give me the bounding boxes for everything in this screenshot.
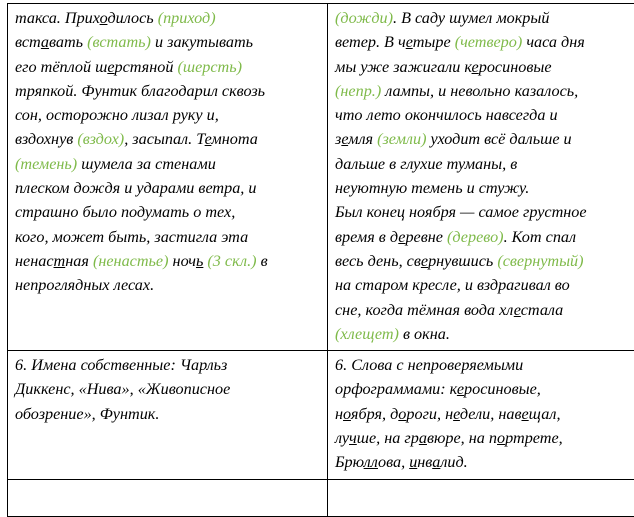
text-segment: лампы, и невольно казалось, <box>381 82 578 100</box>
text-segment: ная <box>65 252 93 270</box>
text-segment: мы уже зажигали к <box>335 58 472 76</box>
text-line <box>15 6 320 30</box>
text-segment: непроглядных лесах. <box>15 276 154 294</box>
text-line <box>335 249 634 273</box>
text-line <box>335 30 634 54</box>
text-line <box>335 176 634 200</box>
text-line <box>15 353 320 377</box>
row1-right-cell <box>328 4 634 351</box>
text-segment: . Кот спал <box>504 228 577 246</box>
text-line <box>335 298 634 322</box>
text-segment: время в д <box>335 228 398 246</box>
check-word-annotation: (земли) <box>377 130 426 148</box>
text-segment: сне, когда тёмная вода хл <box>335 301 514 319</box>
text-segment: . В саду шумел мокрый <box>393 9 549 27</box>
text-segment: тыре <box>413 33 455 51</box>
check-word-annotation: (темень) <box>15 155 77 173</box>
text-segment: нв <box>417 453 432 471</box>
text-segment: часа дня <box>522 33 585 51</box>
text-line <box>335 377 634 401</box>
text-line <box>335 127 634 151</box>
text-line <box>335 79 634 103</box>
highlighted-letter: а <box>41 33 49 51</box>
text-segment: его тёплой ш <box>15 58 107 76</box>
text-segment: мля <box>348 130 377 148</box>
highlighted-letter: е <box>398 228 405 246</box>
text-segment: в <box>257 252 268 270</box>
highlighted-letter: а <box>432 453 440 471</box>
text-segment: Был конец ноября — самое грустное <box>335 203 587 221</box>
text-segment: рстяной <box>115 58 178 76</box>
text-line <box>335 426 634 450</box>
text-line <box>335 402 634 426</box>
text-line <box>15 176 320 200</box>
text-segment: ненас <box>15 252 54 270</box>
text-line <box>335 6 634 30</box>
highlighted-letter: ч <box>349 429 357 447</box>
text-segment: весь день, св <box>335 252 421 270</box>
text-segment: в окна. <box>399 325 450 343</box>
text-segment: щал, <box>529 405 561 423</box>
text-segment: что лето окончилось навсегда и <box>335 106 558 124</box>
text-segment: дилось <box>107 9 157 27</box>
text-segment: , засыпал. Т <box>124 130 204 148</box>
check-word-annotation: (свернутый) <box>497 252 583 270</box>
text-line <box>335 353 634 377</box>
text-segment: сон, осторожно лизал руку и, <box>15 106 219 124</box>
text-line <box>335 103 634 127</box>
text-segment: обозрение», Фунтик. <box>15 405 159 423</box>
highlighted-letter: е <box>406 33 413 51</box>
text-segment: з <box>335 130 341 148</box>
text-segment: страшно было подумать о тех, <box>15 203 235 221</box>
text-line <box>15 103 320 127</box>
check-word-annotation: (непр.) <box>335 82 381 100</box>
text-segment: Диккенс, «Нива», «Живописное <box>15 380 230 398</box>
text-line <box>15 200 320 224</box>
check-word-annotation: (встать) <box>87 33 151 51</box>
text-segment: плеском дождя и ударами ветра, и <box>15 179 257 197</box>
check-word-annotation: (шерсть) <box>177 58 242 76</box>
highlighted-letter: е <box>514 301 521 319</box>
highlighted-letter: е <box>457 380 464 398</box>
check-word-annotation: (дожди) <box>335 9 393 27</box>
text-line <box>15 55 320 79</box>
row3-left-cell <box>8 479 328 516</box>
text-line <box>15 249 320 273</box>
row2-right-cell <box>328 351 634 479</box>
highlighted-letter: о <box>398 405 406 423</box>
text-segment: ветер. В ч <box>335 33 406 51</box>
text-segment: н <box>335 405 343 423</box>
text-line <box>335 225 634 249</box>
highlighted-letter: и <box>409 453 417 471</box>
text-segment: орфограммами: к <box>335 380 457 398</box>
table-row <box>8 479 634 516</box>
highlighted-letter: е <box>472 58 479 76</box>
row1-left-cell <box>8 4 328 351</box>
text-segment: тряпкой. Фунтик благодарил сквозь <box>15 82 265 100</box>
highlighted-letter: а <box>419 429 427 447</box>
check-word-annotation: (дерево) <box>447 228 504 246</box>
highlighted-letter: е <box>341 130 348 148</box>
text-line <box>15 152 320 176</box>
check-word-annotation: (3 скл.) <box>207 252 256 270</box>
text-segment: ревне <box>405 228 447 246</box>
text-line <box>335 450 634 474</box>
text-segment: стала <box>521 301 564 319</box>
highlighted-letter: е <box>205 130 212 148</box>
text-line <box>15 273 320 297</box>
text-segment: дели, нав <box>460 405 522 423</box>
check-word-annotation: (ненастье) <box>93 252 169 270</box>
check-word-annotation: (хлещет) <box>335 325 399 343</box>
highlighted-letter: о <box>497 429 505 447</box>
text-line <box>15 225 320 249</box>
text-segment: мнота <box>211 130 257 148</box>
text-segment: на старом кресле, и вздрагивал во <box>335 276 570 294</box>
highlighted-letter: е <box>421 252 428 270</box>
text-segment: Брю <box>335 453 364 471</box>
text-segment: дальше в глухие туманы, в <box>335 155 517 173</box>
text-segment: ртрете, <box>505 429 563 447</box>
check-word-annotation: (вздох) <box>77 130 124 148</box>
highlighted-letter: т <box>54 252 66 270</box>
text-line <box>15 127 320 151</box>
text-line <box>335 152 634 176</box>
text-segment: лу <box>335 429 349 447</box>
text-segment: уходит всё дальше и <box>426 130 571 148</box>
highlighted-letter: е <box>521 405 528 423</box>
text-line <box>15 377 320 401</box>
text-segment: кого, может быть, застигла эта <box>15 228 248 246</box>
text-segment: ова, <box>378 453 409 471</box>
text-segment: шумела за стенами <box>77 155 216 173</box>
highlighted-letter: ь <box>196 252 203 270</box>
text-segment: вать <box>49 33 87 51</box>
text-segment: вст <box>15 33 41 51</box>
check-word-annotation: (четверо) <box>455 33 523 51</box>
highlighted-letter: о <box>100 9 108 27</box>
text-segment: роги, н <box>406 405 453 423</box>
text-line <box>335 322 634 346</box>
text-segment: рнувшись <box>428 252 497 270</box>
highlighted-letter: о <box>343 405 351 423</box>
table-row <box>8 351 634 479</box>
text-segment: ноч <box>169 252 196 270</box>
text-line <box>335 200 634 224</box>
highlighted-letter: е <box>107 58 114 76</box>
text-segment: ября, д <box>351 405 398 423</box>
check-word-annotation: (приход) <box>158 9 216 27</box>
text-line <box>15 79 320 103</box>
highlighted-letter: лл <box>364 453 378 471</box>
text-segment: росиновые <box>479 58 552 76</box>
text-segment: лид. <box>440 453 467 471</box>
row3-right-cell <box>328 479 634 516</box>
text-line <box>15 402 320 426</box>
text-segment: неуютную темень и стужу. <box>335 179 529 197</box>
text-line <box>335 273 634 297</box>
text-line <box>15 30 320 54</box>
text-segment: вюре, на п <box>427 429 497 447</box>
text-segment: 6. Слова с непроверяемыми <box>335 356 523 374</box>
text-line <box>335 55 634 79</box>
text-segment: вздохнув <box>15 130 77 148</box>
text-segment: 6. Имена собственные: Чарльз <box>15 356 227 374</box>
text-segment: ше, на гр <box>357 429 419 447</box>
row2-left-cell <box>8 351 328 479</box>
table-row <box>8 4 634 351</box>
text-segment: росиновые, <box>464 380 541 398</box>
text-segment: и закутывать <box>151 33 253 51</box>
highlighted-letter: е <box>453 405 460 423</box>
text-segment: такса. Прих <box>15 9 100 27</box>
document-table <box>7 3 634 517</box>
